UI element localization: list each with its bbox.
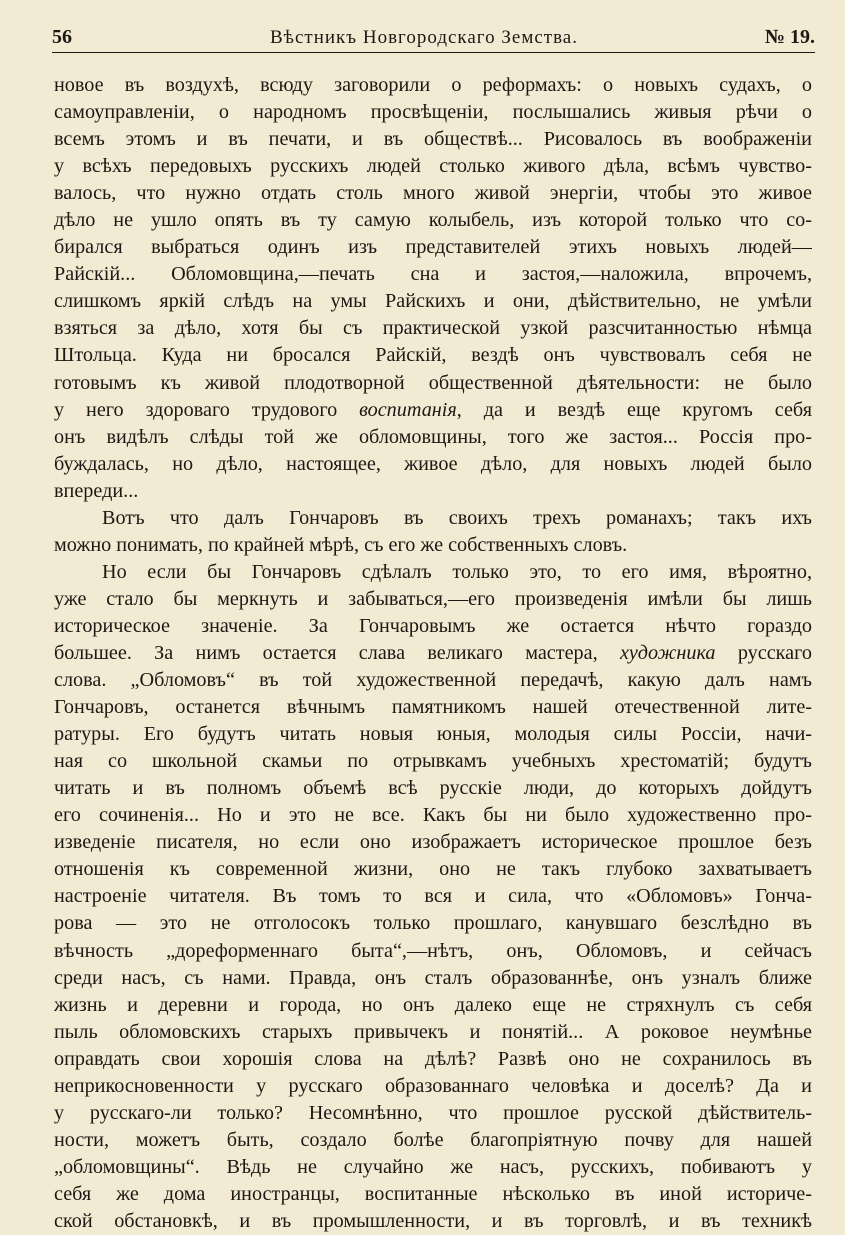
text-line — [54, 1100, 812, 1127]
text-run: у всѣхъ передовыхъ русскихъ людей столько живого дѣла, всѣмъ чувство- — [54, 155, 812, 178]
text-line — [54, 694, 812, 721]
text-run: рова — это не отголосокъ только прошлаго, канувшаго безслѣдно въ — [54, 912, 812, 935]
text-line — [54, 207, 812, 234]
text-line — [54, 180, 812, 207]
text-line — [54, 748, 812, 775]
text-line — [54, 883, 812, 910]
text-run: у русскаго-ли только? Несомнѣнно, что прошлое русской дѣйствитель- — [54, 1101, 812, 1124]
text-line — [54, 802, 812, 829]
text-line — [54, 965, 812, 992]
text-line — [54, 992, 812, 1019]
text-line — [54, 667, 812, 694]
text-line — [54, 370, 812, 397]
text-run: изведеніе писателя, но если оно изображаетъ историческое прошлое безъ — [54, 831, 812, 854]
text-run: ратуры. Его будутъ читать новыя юныя, молодыя силы Россіи, начи- — [54, 723, 812, 746]
text-run: самоуправленіи, о народномъ просвѣщеніи, послышались живыя рѣчи о — [54, 101, 812, 124]
text-line — [54, 1046, 812, 1073]
text-line — [54, 424, 812, 451]
text-run: , да и вездѣ еще кругомъ себя — [456, 398, 812, 421]
text-line — [54, 478, 812, 505]
text-line — [54, 288, 812, 315]
text-run: слова. „Обломовъ“ въ той художественной передачѣ, какую далъ намъ — [54, 669, 812, 692]
text-line — [54, 640, 812, 667]
text-line — [54, 153, 812, 180]
text-run: всемъ этомъ и въ печати, и въ обществѣ... Рисовалось въ воображеніи — [54, 128, 812, 151]
text-line — [54, 1019, 812, 1046]
issue-number: № 19. — [764, 26, 815, 48]
text-line — [54, 505, 812, 532]
text-run: можно понимать, по крайней мѣрѣ, съ его же собственныхъ словъ. — [54, 533, 628, 556]
text-line — [54, 829, 812, 856]
text-run: дѣло не ушло опять въ ту самую колыбель, изъ которой только что со- — [54, 209, 812, 232]
text-run: отношенія къ современной жизни, оно не такъ глубоко захватываетъ — [54, 858, 812, 881]
text-run: его сочиненія... Но и это не все. Какъ бы ни было художественно про- — [54, 804, 812, 827]
text-run: взяться за дѣло, хотя бы съ практической узкой разсчитанностью нѣмца — [54, 317, 812, 340]
text-line — [54, 559, 812, 586]
text-line — [54, 1127, 812, 1154]
text-run: готовымъ къ живой плодотворной общественной дѣятельности: не было — [54, 371, 812, 394]
text-run: уже стало бы меркнуть и забываться,—его произведенія имѣли бы лишь — [54, 587, 812, 610]
text-run: русскаго — [715, 641, 812, 664]
text-line — [54, 910, 812, 937]
text-run: валось, что нужно отдать столь много живой энергіи, чтобы это живое — [54, 182, 812, 205]
text-run: новое въ воздухѣ, всюду заговорили о реформахъ: о новыхъ судахъ, о — [54, 74, 812, 96]
text-line — [54, 938, 812, 965]
text-run: Вотъ что далъ Гончаровъ въ своихъ трехъ романахъ; такъ ихъ — [102, 506, 812, 529]
text-line — [54, 856, 812, 883]
text-run: настроеніе читателя. Въ томъ то вся и сила, что «Обломовъ» Гонча- — [54, 885, 812, 908]
text-line — [54, 1208, 812, 1235]
emphasized-word: художника — [619, 641, 716, 664]
journal-title: Вѣстникъ Новгородскаго Земства. — [270, 27, 578, 48]
running-header — [52, 22, 815, 53]
text-run: впереди... — [54, 479, 139, 502]
text-run: вѣчность „дореформеннаго быта“,—нѣтъ, онъ, Обломовъ, и сейчасъ — [54, 939, 812, 962]
body-text — [54, 72, 812, 1235]
text-line — [54, 532, 812, 559]
text-run: буждалась, но дѣло, настоящее, живое дѣло, для новыхъ людей было — [54, 452, 812, 475]
text-line — [54, 126, 812, 153]
text-run: онъ видѣлъ слѣды той же обломовщины, того же застоя... Россія про- — [54, 425, 812, 448]
text-line — [54, 342, 812, 369]
text-run: у него здороваго трудового — [54, 398, 360, 421]
text-line — [54, 397, 812, 424]
emphasized-word: воспитанія — [359, 398, 457, 421]
page-number: 56 — [52, 26, 72, 48]
text-run: неприкосновенности у русскаго образованнаго человѣка и доселѣ? Да и — [54, 1074, 812, 1097]
text-run: пыль обломовскихъ старыхъ привычекъ и понятій... А роковое неумѣнье — [54, 1020, 812, 1043]
text-run: себя же дома иностранцы, воспитанные нѣсколько въ иной историче- — [54, 1182, 812, 1205]
text-run: оправдать свои хорошія слова на дѣлѣ? Развѣ оно не сохранилось въ — [54, 1047, 812, 1070]
text-line — [54, 99, 812, 126]
text-line — [54, 613, 812, 640]
text-run: бирался выбраться одинъ изъ представителей этихъ новыхъ людей— — [54, 236, 812, 259]
text-run: „обломовщины“. Вѣдь не случайно же насъ, русскихъ, побиваютъ у — [54, 1155, 812, 1178]
text-line — [54, 451, 812, 478]
text-run: ской обстановкѣ, и въ промышленности, и въ торговлѣ, и въ техникѣ — [54, 1209, 812, 1232]
text-line — [54, 261, 812, 288]
text-line — [54, 721, 812, 748]
text-run: ная со школьной скамьи по отрывкамъ учебныхъ хрестоматій; будутъ — [54, 750, 812, 773]
text-run: читать и въ полномъ объемѣ всѣ русскіе люди, до которыхъ дойдутъ — [54, 777, 812, 800]
text-run: историческое значеніе. За Гончаровымъ же остается нѣчто гораздо — [54, 614, 812, 637]
text-line — [54, 1181, 812, 1208]
text-run: Но если бы Гончаровъ сдѣлалъ только это, то его имя, вѣроятно, — [102, 560, 812, 583]
text-line — [54, 72, 812, 99]
text-run: Райскій... Обломовщина,—печать сна и застоя,—наложила, впрочемъ, — [54, 263, 812, 286]
text-line — [54, 1073, 812, 1100]
text-line — [54, 1154, 812, 1181]
text-run: ности, можетъ быть, создало болѣе благопріятную почву для нашей — [54, 1128, 812, 1151]
text-run: большее. За нимъ остается слава великаго мастера, — [54, 641, 620, 664]
text-line — [54, 775, 812, 802]
text-run: Гончаровъ, останется вѣчнымъ памятникомъ нашей отечественной лите- — [54, 696, 812, 719]
text-run: среди насъ, съ нами. Правда, онъ сталъ образованнѣе, онъ узналъ ближе — [54, 966, 812, 989]
text-run: жизнь и деревни и города, но онъ далеко еще не стряхнулъ съ себя — [54, 993, 812, 1016]
text-run: Штольца. Куда ни бросался Райскій, вездѣ онъ чувствовалъ себя не — [54, 344, 812, 367]
text-line — [54, 586, 812, 613]
text-line — [54, 234, 812, 261]
text-line — [54, 315, 812, 342]
text-run: слишкомъ яркій слѣдъ на умы Райскихъ и они, дѣйствительно, не умѣли — [54, 290, 812, 313]
